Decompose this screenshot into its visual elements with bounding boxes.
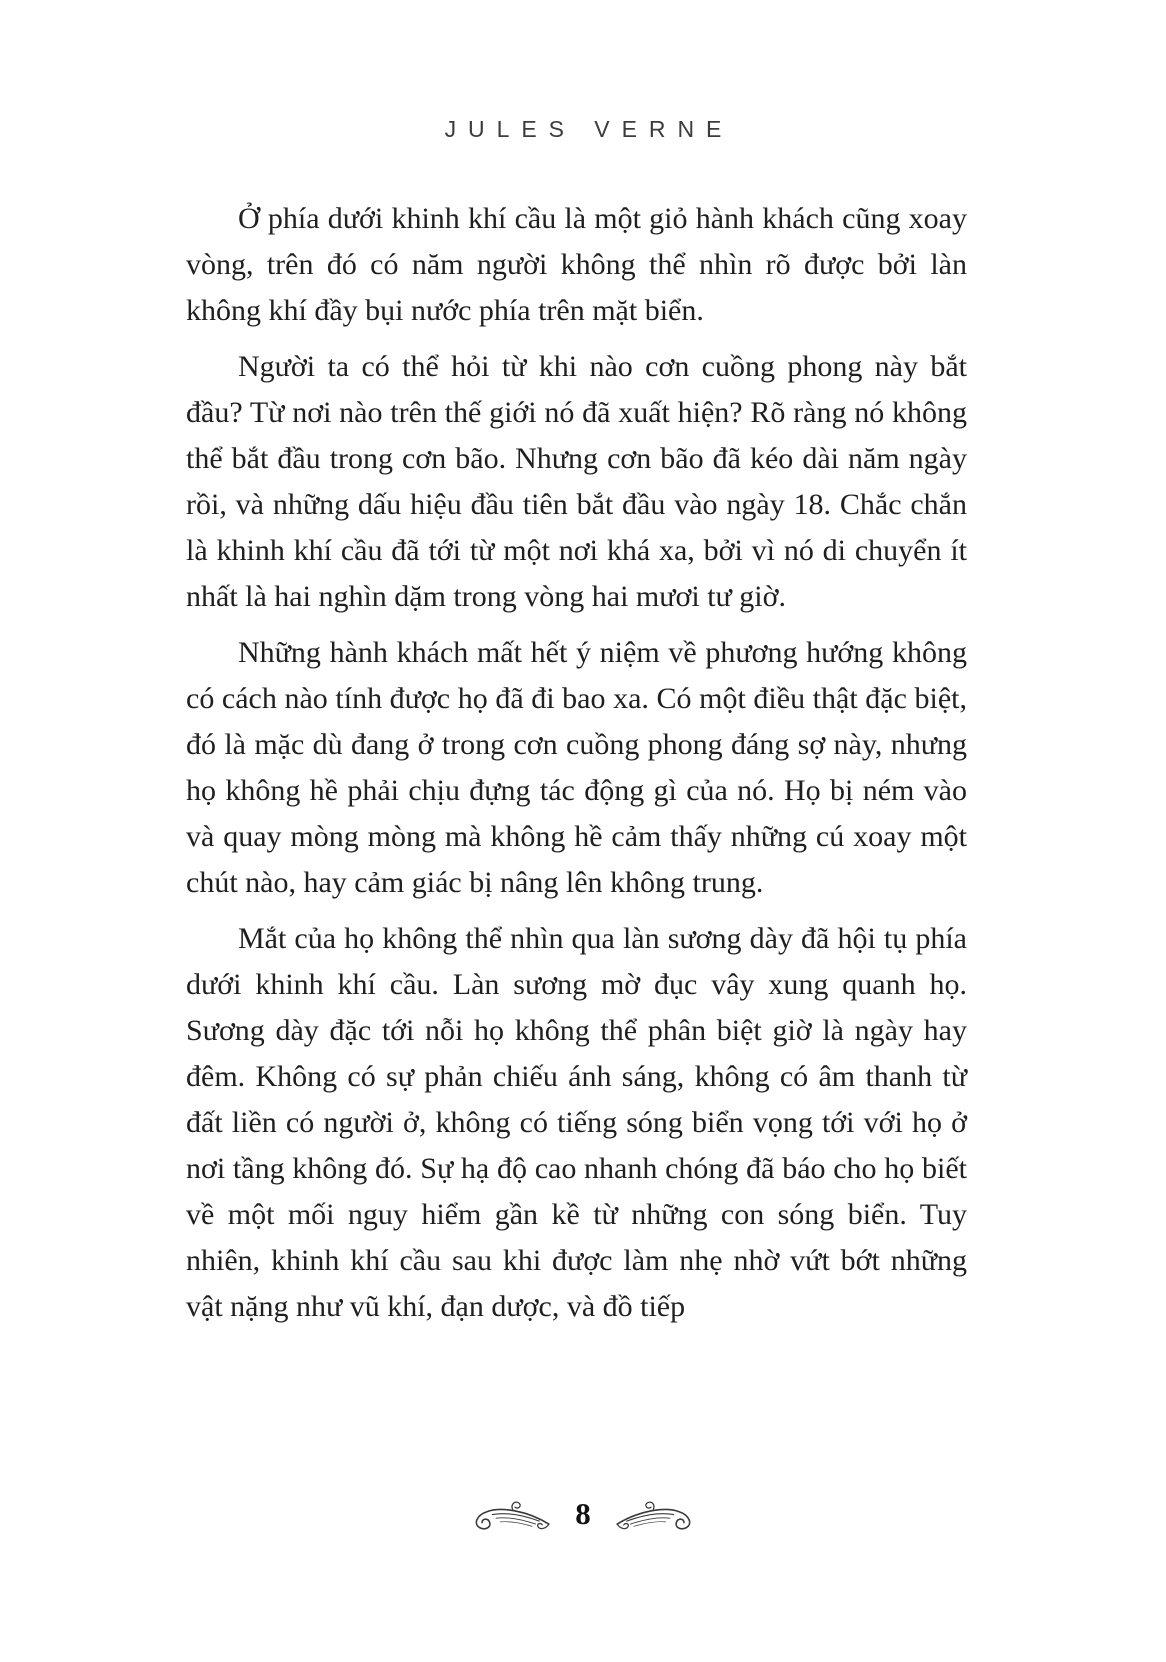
flourish-left-icon bbox=[463, 1499, 551, 1533]
paragraph: Những hành khách mất hết ý niệm về phương hướng không có cách nào tính được họ đã đi bao xa. Có một điều thật đặc biệt, đó là mặc dù đang ở trong cơn cuồng phong đáng sợ này, nhưng họ không hề phải chịu đựng tác động gì của nó. Họ bị ném vào và quay mòng mòng mà không hề cảm thấy những cú xoay một chút nào, hay cảm giác bị nâng lên không trung. bbox=[186, 636, 967, 899]
paragraph: Người ta có thể hỏi từ khi nào cơn cuồng phong này bắt đầu? Từ nơi nào trên thế giới nó đã xuất hiện? Rõ ràng nó không thể bắt đầu trong cơn bão. Nhưng cơn bão đã kéo dài năm ngày rồi, và những dấu hiệu đầu tiên bắt đầu vào ngày 18. Chắc chắn là khinh khí cầu đã tới từ một nơi khá xa, bởi vì nó di chuyển ít nhất là hai nghìn dặm trong vòng hai mươi tư giờ. bbox=[186, 350, 967, 613]
flourish-right-icon bbox=[615, 1499, 703, 1533]
page-number: 8 bbox=[575, 1496, 591, 1531]
body-text-block bbox=[186, 196, 967, 1340]
paragraph: Mắt của họ không thể nhìn qua làn sương dày đã hội tụ phía dưới khinh khí cầu. Làn sương mờ đục vây xung quanh họ. Sương dày đặc tới nỗi họ không thể phân biệt giờ là ngày hay đêm. Không có sự phản chiếu ánh sáng, không có âm thanh từ đất liền có người ở, không có tiếng sóng biển vọng tới với họ ở nơi tầng không đó. Sự hạ độ cao nhanh chóng đã báo cho họ biết về một mối nguy hiểm gần kề từ những con sóng biển. Tuy nhiên, khinh khí cầu sau khi được làm nhẹ nhờ vứt bớt những vật nặng như vũ khí, đạn dược, và đồ tiếp bbox=[186, 922, 967, 1323]
page-footer bbox=[0, 1498, 1166, 1533]
running-header: JULES VERNE bbox=[444, 116, 734, 142]
paragraph: Ở phía dưới khinh khí cầu là một giỏ hành khách cũng xoay vòng, trên đó có năm người không thể nhìn rõ được bởi làn không khí đầy bụi nước phía trên mặt biển. bbox=[186, 202, 967, 327]
